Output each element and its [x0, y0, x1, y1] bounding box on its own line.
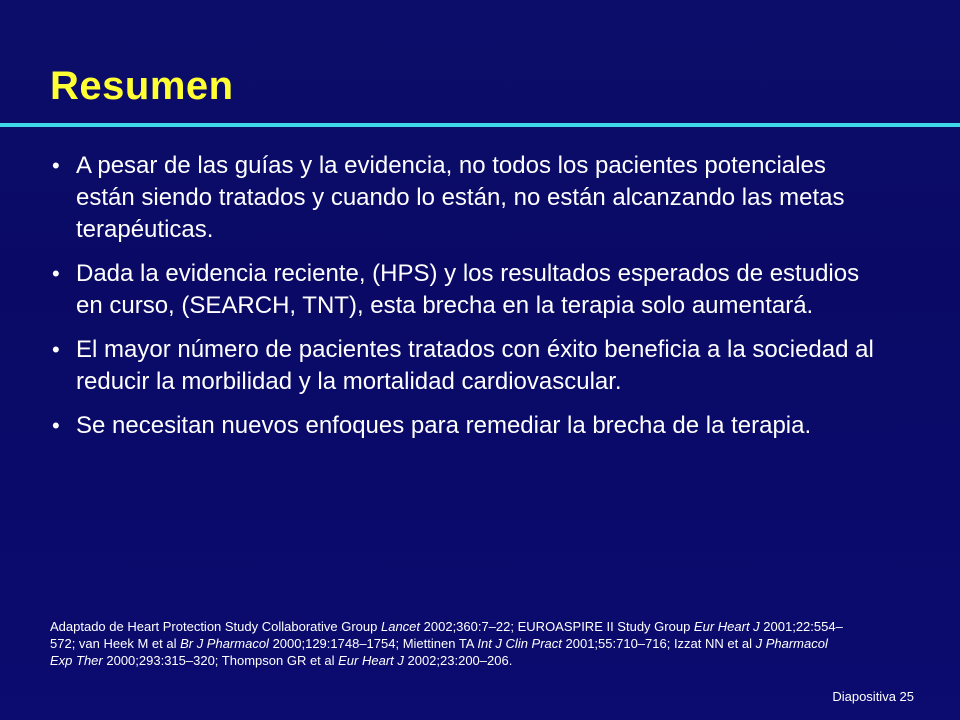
slide-title: Resumen: [50, 64, 234, 108]
bullet-text: A pesar de las guías y la evidencia, no todos los pacientes potenciales están siendo tratados y cuando lo están, no están alcanzando las metas terapéuticas.: [76, 152, 845, 243]
reference-footnote: [50, 618, 850, 669]
bullet-item: [52, 334, 882, 398]
bullet-text: Dada la evidencia reciente, (HPS) y los resultados esperados de estudios en curso, (SEARCH, TNT), esta brecha en la terapia solo aumentará.: [76, 260, 860, 319]
footnote-text: 2000;293:315–320; Thompson GR et al: [102, 653, 339, 668]
journal-name: Int J Clin Pract: [477, 636, 562, 651]
bullet-item: [52, 410, 882, 442]
title-divider: [0, 123, 960, 127]
journal-name: Lancet: [380, 619, 421, 634]
footnote-text: 2001;22:554–572; van Heek M et al: [50, 619, 843, 651]
bullet-text: Se necesitan nuevos enfoques para remediar la brecha de la terapia.: [76, 412, 812, 439]
footnote-text: 2002;23:200–206.: [403, 653, 513, 668]
bullet-item: [52, 258, 882, 322]
footnote-text: 2001;55:710–716; Izzat NN et al: [561, 636, 756, 651]
bullet-item: [52, 150, 882, 246]
footnote-text: 2000;129:1748–1754; Miettinen TA: [268, 636, 478, 651]
footnote-text: Adaptado de Heart Protection Study Collaborative Group: [50, 619, 381, 634]
bullet-text: El mayor número de pacientes tratados con éxito beneficia a la sociedad al reducir la morbilidad y la mortalidad cardiovascular.: [76, 336, 874, 395]
journal-name: Eur Heart J: [693, 619, 760, 634]
slide-number: Diapositiva 25: [832, 689, 914, 704]
bullet-icon: •: [52, 261, 60, 286]
journal-name: J Pharmacol Exp Ther: [50, 636, 828, 668]
bullet-icon: •: [52, 413, 60, 438]
bullet-icon: •: [52, 153, 60, 178]
journal-name: Br J Pharmacol: [180, 636, 269, 651]
bullet-list: [52, 150, 882, 454]
journal-name: Eur Heart J: [338, 653, 404, 668]
bullet-icon: •: [52, 337, 60, 362]
footnote-text: 2002;360:7–22; EUROASPIRE II Study Group: [420, 619, 694, 634]
